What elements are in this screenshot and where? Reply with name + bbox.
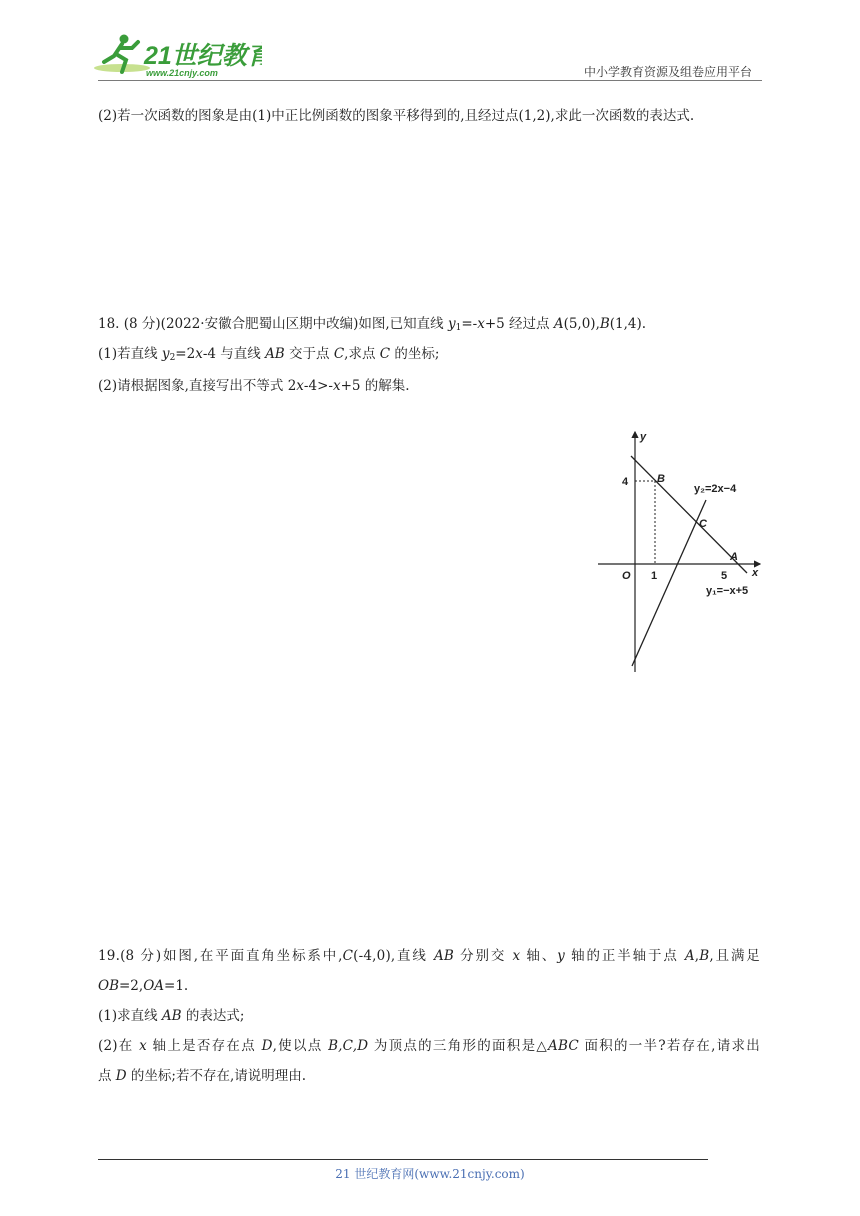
q18-part2: (2)请根据图象,直接写出不等式 2x-4>-x+5 的解集. bbox=[98, 378, 410, 394]
q19-stem-line2: OB=2,OA=1. bbox=[98, 978, 189, 994]
q18-part1: (1)若直线 $y_2=2x-4$ 与直线 AB 交于点 C,求点 C 的坐标; bbox=[98, 346, 440, 363]
q19-part1: (1)求直线 AB 的表达式; bbox=[98, 1008, 245, 1024]
point-b-label: B bbox=[657, 473, 665, 485]
q19-part2-cont: 点 D 的坐标;若不存在,请说明理由. bbox=[98, 1068, 307, 1084]
platform-name: 中小学教育资源及组卷应用平台 bbox=[583, 65, 752, 79]
line-y2-label: y₂=2x−4 bbox=[694, 483, 737, 495]
q17-part2: (2)若一次函数的图象是由(1)中正比例函数的图象平移得到的,且经过点(1,2),求此一次函数的表达式. bbox=[98, 108, 695, 124]
q19-part2: (2)在 x 轴上是否存在点 D,使以点 B,C,D 为顶点的三角形的面积是△ABC 面积的一半?若存在,请求出 bbox=[98, 1038, 760, 1054]
tick-1: 1 bbox=[651, 570, 658, 582]
line-y1-label: y₁=−x+5 bbox=[706, 585, 749, 597]
header-divider bbox=[98, 80, 762, 81]
logo-url-text: www.21cnjy.com bbox=[146, 68, 218, 78]
origin-label: O bbox=[622, 570, 631, 582]
tick-4: 4 bbox=[622, 476, 629, 488]
tick-5: 5 bbox=[721, 570, 728, 582]
site-logo bbox=[92, 30, 262, 82]
q18-graph bbox=[592, 422, 772, 674]
point-c-label: C bbox=[699, 518, 707, 530]
footer-link[interactable]: 21 世纪教育网(www.21cnjy.com) bbox=[335, 1167, 525, 1181]
line-y2 bbox=[632, 500, 706, 666]
x-axis-label: x bbox=[752, 567, 759, 579]
q18-stem: 18. (8 分)(2022·安徽合肥蜀山区期中改编)如图,已知直线 $y_1=-x+5$ 经过点 A(5,0),B(1,4). bbox=[98, 316, 647, 333]
point-a-label: A bbox=[730, 551, 738, 563]
logo-main-text: 21世纪教育 bbox=[144, 42, 262, 70]
q19-stem-line1: 19.(8 分)如图,在平面直角坐标系中,C(-4,0),直线 AB 分别交 x 轴、y 轴的正半轴于点 A,B,且满足 bbox=[98, 948, 761, 964]
footer-divider bbox=[98, 1159, 708, 1160]
y-axis-label: y bbox=[640, 431, 647, 443]
